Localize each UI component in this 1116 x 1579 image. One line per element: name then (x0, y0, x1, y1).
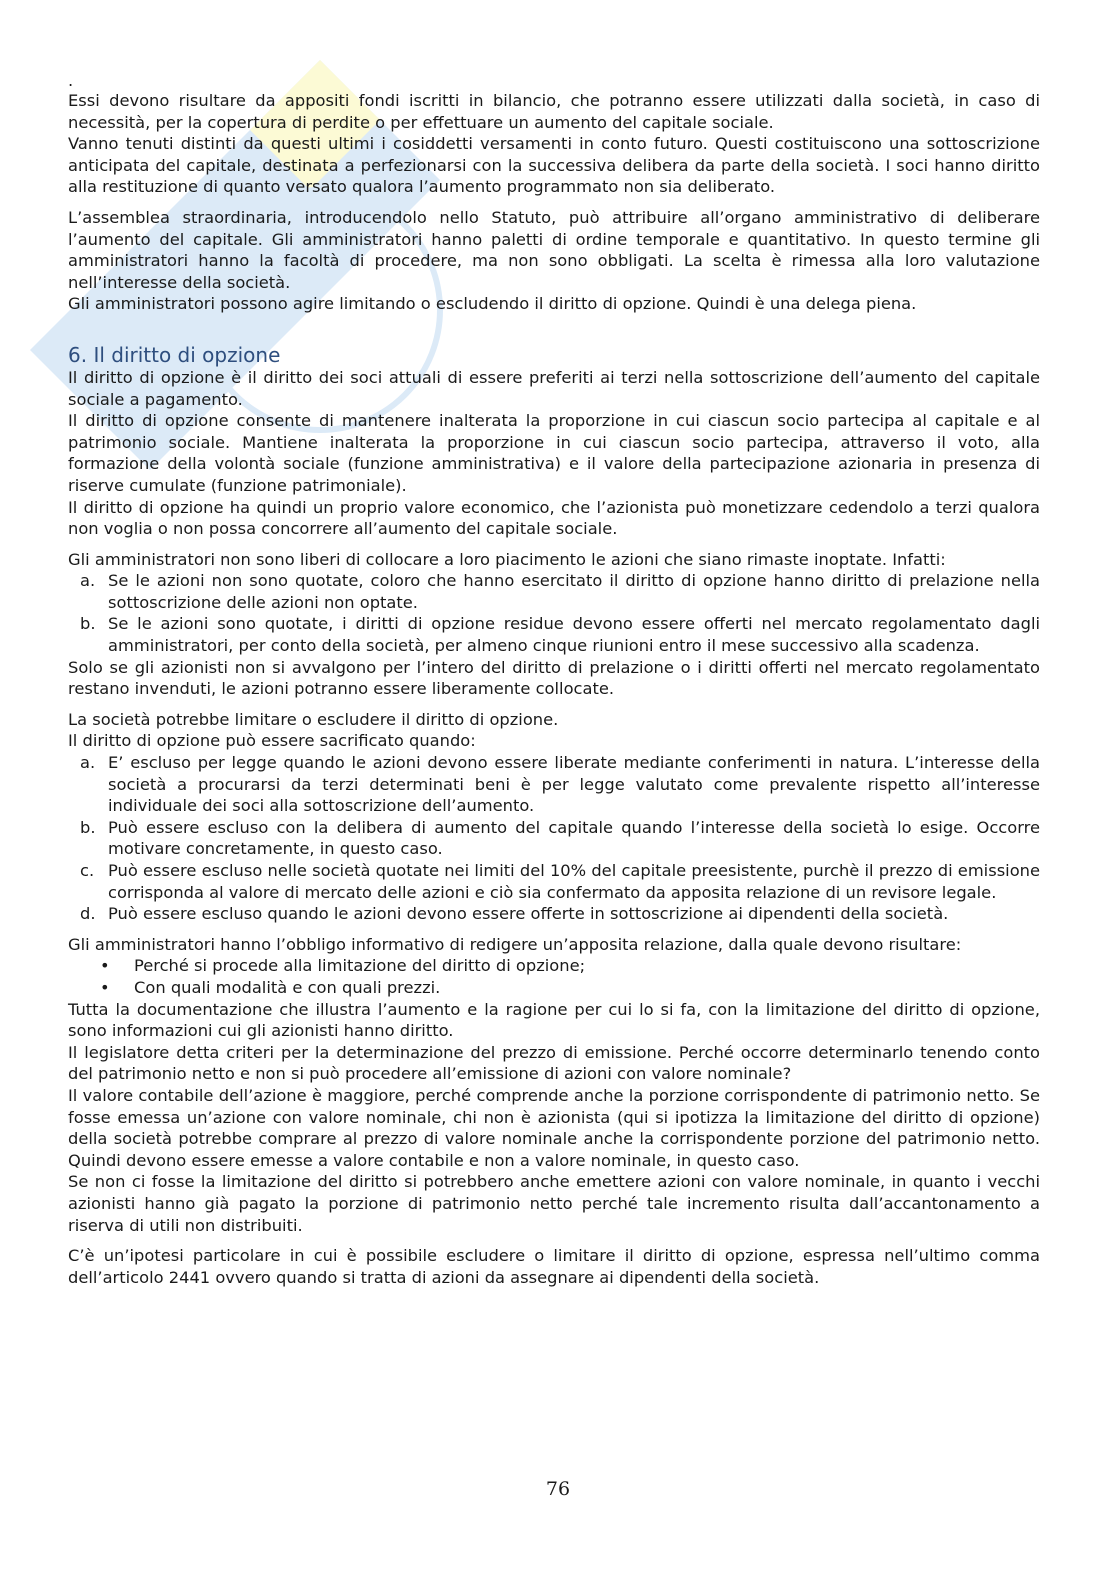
list-item (68, 817, 1040, 860)
list-item (68, 860, 1040, 903)
list-item-text: Se le azioni sono quotate, i diritti di opzione residue devono essere offerti nel mercato regolamentato dagli amministratori, per conto della società, per almeno cinque riunioni entro il mese successivo alla scadenza. (108, 614, 1040, 656)
list-item (68, 613, 1040, 656)
document-page (68, 71, 1040, 1288)
paragraph: Tutta la documentazione che illustra l’aumento e la ragione per cui lo si fa, con la limitazione del diritto di opzione, sono informazioni cui gli azionisti hanno diritto. (68, 999, 1040, 1041)
list-marker: a. (80, 753, 96, 773)
paragraph: Il diritto di opzione ha quindi un proprio valore economico, che l’azionista può monetizzare cedendolo a terzi qualora non voglia o non possa concorrere all’aumento del capitale sociale. (68, 497, 1040, 539)
list-item-text: Perché si procede alla limitazione del diritto di opzione; (134, 956, 586, 976)
paragraph: C’è un’ipotesi particolare in cui è possibile escludere o limitare il diritto di opzione, espressa nell’ultimo comma dell’articolo 2441 ovvero quando si tratta di azioni da assegnare ai dipendenti della società. (68, 1246, 1040, 1287)
list-item-text: Può essere escluso con la delibera di aumento del capitale quando l’interesse della società lo esige. Occorre motivare concretamente, in questo caso. (108, 817, 1040, 859)
paragraph: Solo se gli azionisti non si avvalgono per l’intero del diritto di prelazione o i diritti offerti nel mercato regolamentato restano invenduti, le azioni potranno essere liberamente collocate. (68, 657, 1040, 699)
paragraph: Gli amministratori possono agire limitando o escludendo il diritto di opzione. Quindi è una delega piena. (68, 294, 917, 314)
paragraph: Il valore contabile dell’azione è maggiore, perché comprende anche la porzione corrispondente di patrimonio netto. Se fosse emessa un’azione con valore nominale, chi non è azionista (qui si ipotizza la limitazione del diritto di opzione) della società potrebbe comprare al prezzo di valore nominale anche la corrispondente porzione del patrimonio netto. Quindi devono essere emesse a valore contabile e non a valore nominale, in questo caso. (68, 1085, 1040, 1170)
list-item (68, 955, 1040, 977)
list-item-text: Può essere escluso nelle società quotate nei limiti del 10% del capitale preesistente, purchè il prezzo di emissione corrisponda al valore di mercato delle azioni e ciò sia confermato da apposita relazione di un revisore legale. (108, 861, 1040, 902)
paragraph: Essi devono risultare da appositi fondi iscritti in bilancio, che potranno essere utilizzati dalla società, in caso di necessità, per la copertura di perdite o per effettuare un aumento del capitale sociale. (68, 91, 1040, 132)
list-item-text: Può essere escluso quando le azioni devono essere offerte in sottoscrizione ai dipendenti della società. (108, 904, 949, 924)
list-item (68, 977, 1040, 999)
exclusion-list (68, 752, 1040, 925)
paragraph: Gli amministratori hanno l’obbligo informativo di redigere un’apposita relazione, dalla quale devono risultare: (68, 934, 962, 954)
section-heading: 6. Il diritto di opzione (68, 342, 281, 367)
stray-dot: . (68, 71, 74, 90)
list-item (68, 903, 1040, 925)
paragraph: Il legislatore detta criteri per la determinazione del prezzo di emissione. Perché occorre determinarlo tenendo conto del patrimonio netto e non si può procedere all’emissione di azioni con valore nominale? (68, 1042, 1040, 1084)
paragraph: Il diritto di opzione è il diritto dei soci attuali di essere preferiti ai terzi nella sottoscrizione dell’aumento del capitale sociale a pagamento. (68, 367, 1040, 409)
list-item-text: E’ escluso per legge quando le azioni devono essere liberate mediante conferimenti in natura. L’interesse della società a procurarsi da terzi determinati beni è per legge valutato come prevalente rispetto all’interesse individuale dei soci alla sottoscrizione dell’aumento. (108, 753, 1040, 816)
paragraph: Se non ci fosse la limitazione del diritto si potrebbero anche emettere azioni con valore nominale, in quanto i vecchi azionisti hanno già pagato la porzione di patrimonio netto perché tale incremento risulta dall’accantonamento a riserva di utili non distribuiti. (68, 1172, 1040, 1235)
list-marker: d. (80, 904, 96, 924)
list-item-text: Se le azioni non sono quotate, coloro che hanno esercitato il diritto di opzione hanno diritto di prelazione nella sottoscrizione delle azioni non optate. (108, 571, 1040, 612)
bullet-marker: • (100, 956, 110, 976)
inoptate-list (68, 570, 1040, 656)
page-number: 76 (545, 1478, 571, 1500)
paragraph: Vanno tenuti distinti da questi ultimi i cosiddetti versamenti in conto futuro. Questi costituiscono una sottoscrizione anticipata del capitale, destinata a perfezionarsi con la successiva delibera da parte della società. I soci hanno diritto alla restituzione di quanto versato qualora l’aumento programmato non sia deliberato. (68, 134, 1040, 197)
paragraph: Il diritto di opzione consente di mantenere inalterata la proporzione in cui ciascun socio partecipa al capitale e al patrimonio sociale. Mantiene inalterata la proporzione in cui ciascun socio partecipa, attraverso il voto, alla formazione della volontà sociale (funzione amministrativa) e il valore della partecipazione azionaria in presenza di riserve cumulate (funzione patrimoniale). (68, 411, 1040, 495)
list-marker: a. (80, 571, 96, 591)
list-item (68, 752, 1040, 817)
paragraph: L’assemblea straordinaria, introducendolo nello Statuto, può attribuire all’organo amministrativo di deliberare l’aumento del capitale. Gli amministratori hanno paletti di ordine temporale e quantitativo. In questo termine gli amministratori hanno la facoltà di procedere, ma non sono obbligati. La scelta è rimessa alla loro valutazione nell’interesse della società. (68, 207, 1040, 292)
list-marker: c. (80, 861, 95, 880)
list-marker: b. (80, 817, 96, 837)
paragraph: Il diritto di opzione può essere sacrificato quando: (68, 731, 476, 751)
bullet-list (68, 955, 1040, 998)
bullet-marker: • (100, 977, 110, 997)
list-item-text: Con quali modalità e con quali prezzi. (134, 977, 441, 997)
list-marker: b. (80, 614, 96, 634)
paragraph: La società potrebbe limitare o escludere il diritto di opzione. (68, 709, 559, 729)
list-item (68, 570, 1040, 613)
paragraph: Gli amministratori non sono liberi di collocare a loro piacimento le azioni che siano rimaste inoptate. Infatti: (68, 549, 946, 569)
